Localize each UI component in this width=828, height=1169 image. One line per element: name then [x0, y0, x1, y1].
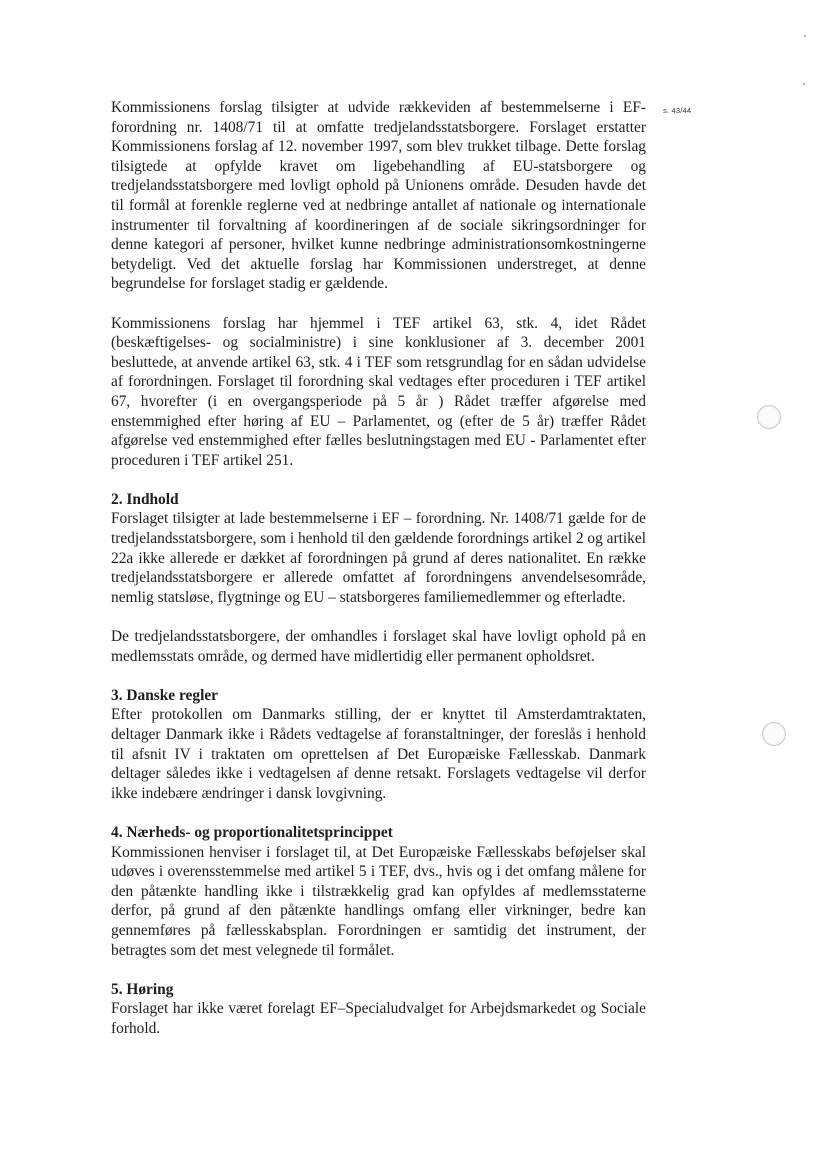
section-heading-danske-regler: 3. Danske regler: [111, 686, 219, 704]
document-body: [111, 98, 646, 1039]
section-heading-naerhed: 4. Nærheds- og proportionalitetsprincippet: [111, 823, 393, 841]
intro-paragraph-1: Kommissionens forslag tilsigter at udvide rækkeviden af bestemmelserne i EF-forordning nr. 1408/71 til at omfatte tredjelandsstatsborgere. Forslaget erstatter Kommissionens forslag af 12. november 1997, som blev trukket tilbage. Dette forslag tilsigtede at opfylde kravet om ligebehandling af EU-statsborgere og tredjelandsstatsborgere med lovligt ophold på Unionens område. Desuden havde det til formål at forenkle reglerne ved at nedbringe antallet af nationale og internationale instrumenter til forvaltning af koordineringen af de sociale sikringsordninger for denne kategori af personer, hvilket kunne nedbringe administrationsomkostningerne betydeligt. Ved det aktuelle forslag har Kommissionen understreget, at denne begrundelse for forslaget stadig er gældende.: [111, 99, 646, 293]
punch-hole-upper: [757, 405, 781, 429]
indhold-paragraph-2: De tredjelandsstatsborgere, der omhandles i forslaget skal have lovligt ophold på en medlemsstats område, og dermed have midlertidig eller permanent opholdsret.: [111, 628, 646, 665]
hoering-paragraph: Forslaget har ikke været forelagt EF–Specialudvalget for Arbejdsmarkedet og Sociale forhold.: [111, 1000, 646, 1037]
punch-hole-lower: [762, 722, 786, 746]
section-heading-indhold: 2. Indhold: [111, 490, 179, 508]
scan-speck: [804, 35, 806, 37]
danske-regler-paragraph: Efter protokollen om Danmarks stilling, der er knyttet til Amsterdamtraktaten, deltager Danmark ikke i Rådets vedtagelse af foranstaltninger, der foreslås i henhold til afsnit IV i traktaten om oprettelsen af Det Europæiske Fællesskab. Danmark deltager således ikke i vedtagelsen af denne retsakt. Forslagets vedtagelse vil derfor ikke indebære ændringer i dansk lovgivning.: [111, 706, 646, 802]
page-reference-note: s. 43/44: [663, 106, 692, 115]
section-heading-hoering: 5. Høring: [111, 980, 174, 998]
indhold-paragraph-1: Forslaget tilsigter at lade bestemmelserne i EF – forordning. Nr. 1408/71 gælde for de tredjelandsstatsborgere, som i henhold til den gældende forordnings artikel 2 og artikel 22a ikke allerede er dækket af forordningen på grund af deres nationalitet. En række tredjelandsstatsborgere er allerede omfattet af forordningens anvendelsesområde, nemlig statsløse, flygtninge og EU – statsborgeres familiemedlemmer og efterladte.: [111, 510, 646, 606]
naerhed-paragraph: Kommissionen henviser i forslaget til, at Det Europæiske Fællesskabs beføjelser skal udøves i overensstemmelse med artikel 5 i TEF, dvs., hvis og i det omfang målene for den påtænkte handling ikke i tilstrækkelig grad kan opfyldes af medlemsstaterne derfor, på grund af den påtænkte handlings omfang eller virkninger, bedre kan gennemføres på fællesskabsplan. Forordningen er samtidig det instrument, der betragtes som det mest velegnede til formålet.: [111, 843, 646, 959]
intro-paragraph-2: Kommissionens forslag har hjemmel i TEF artikel 63, stk. 4, idet Rådet (beskæftigelses- og socialministre) i sine konklusioner af 3. december 2001 besluttede, at anvende artikel 63, stk. 4 i TEF som retsgrundlag for en sådan udvidelse af forordningen. Forslaget til forordning skal vedtages efter proceduren i TEF artikel 67, hvorefter (i en overgangsperiode på 5 år ) Rådet træffer afgørelse med enstemmighed efter høring af EU – Parlamentet, og (efter de 5 år) træffer Rådet afgørelse ved enstemmighed efter fælles beslutningstagen med EU - Parlamentet efter proceduren i TEF artikel 251.: [111, 314, 646, 469]
scan-speck: [803, 83, 805, 85]
